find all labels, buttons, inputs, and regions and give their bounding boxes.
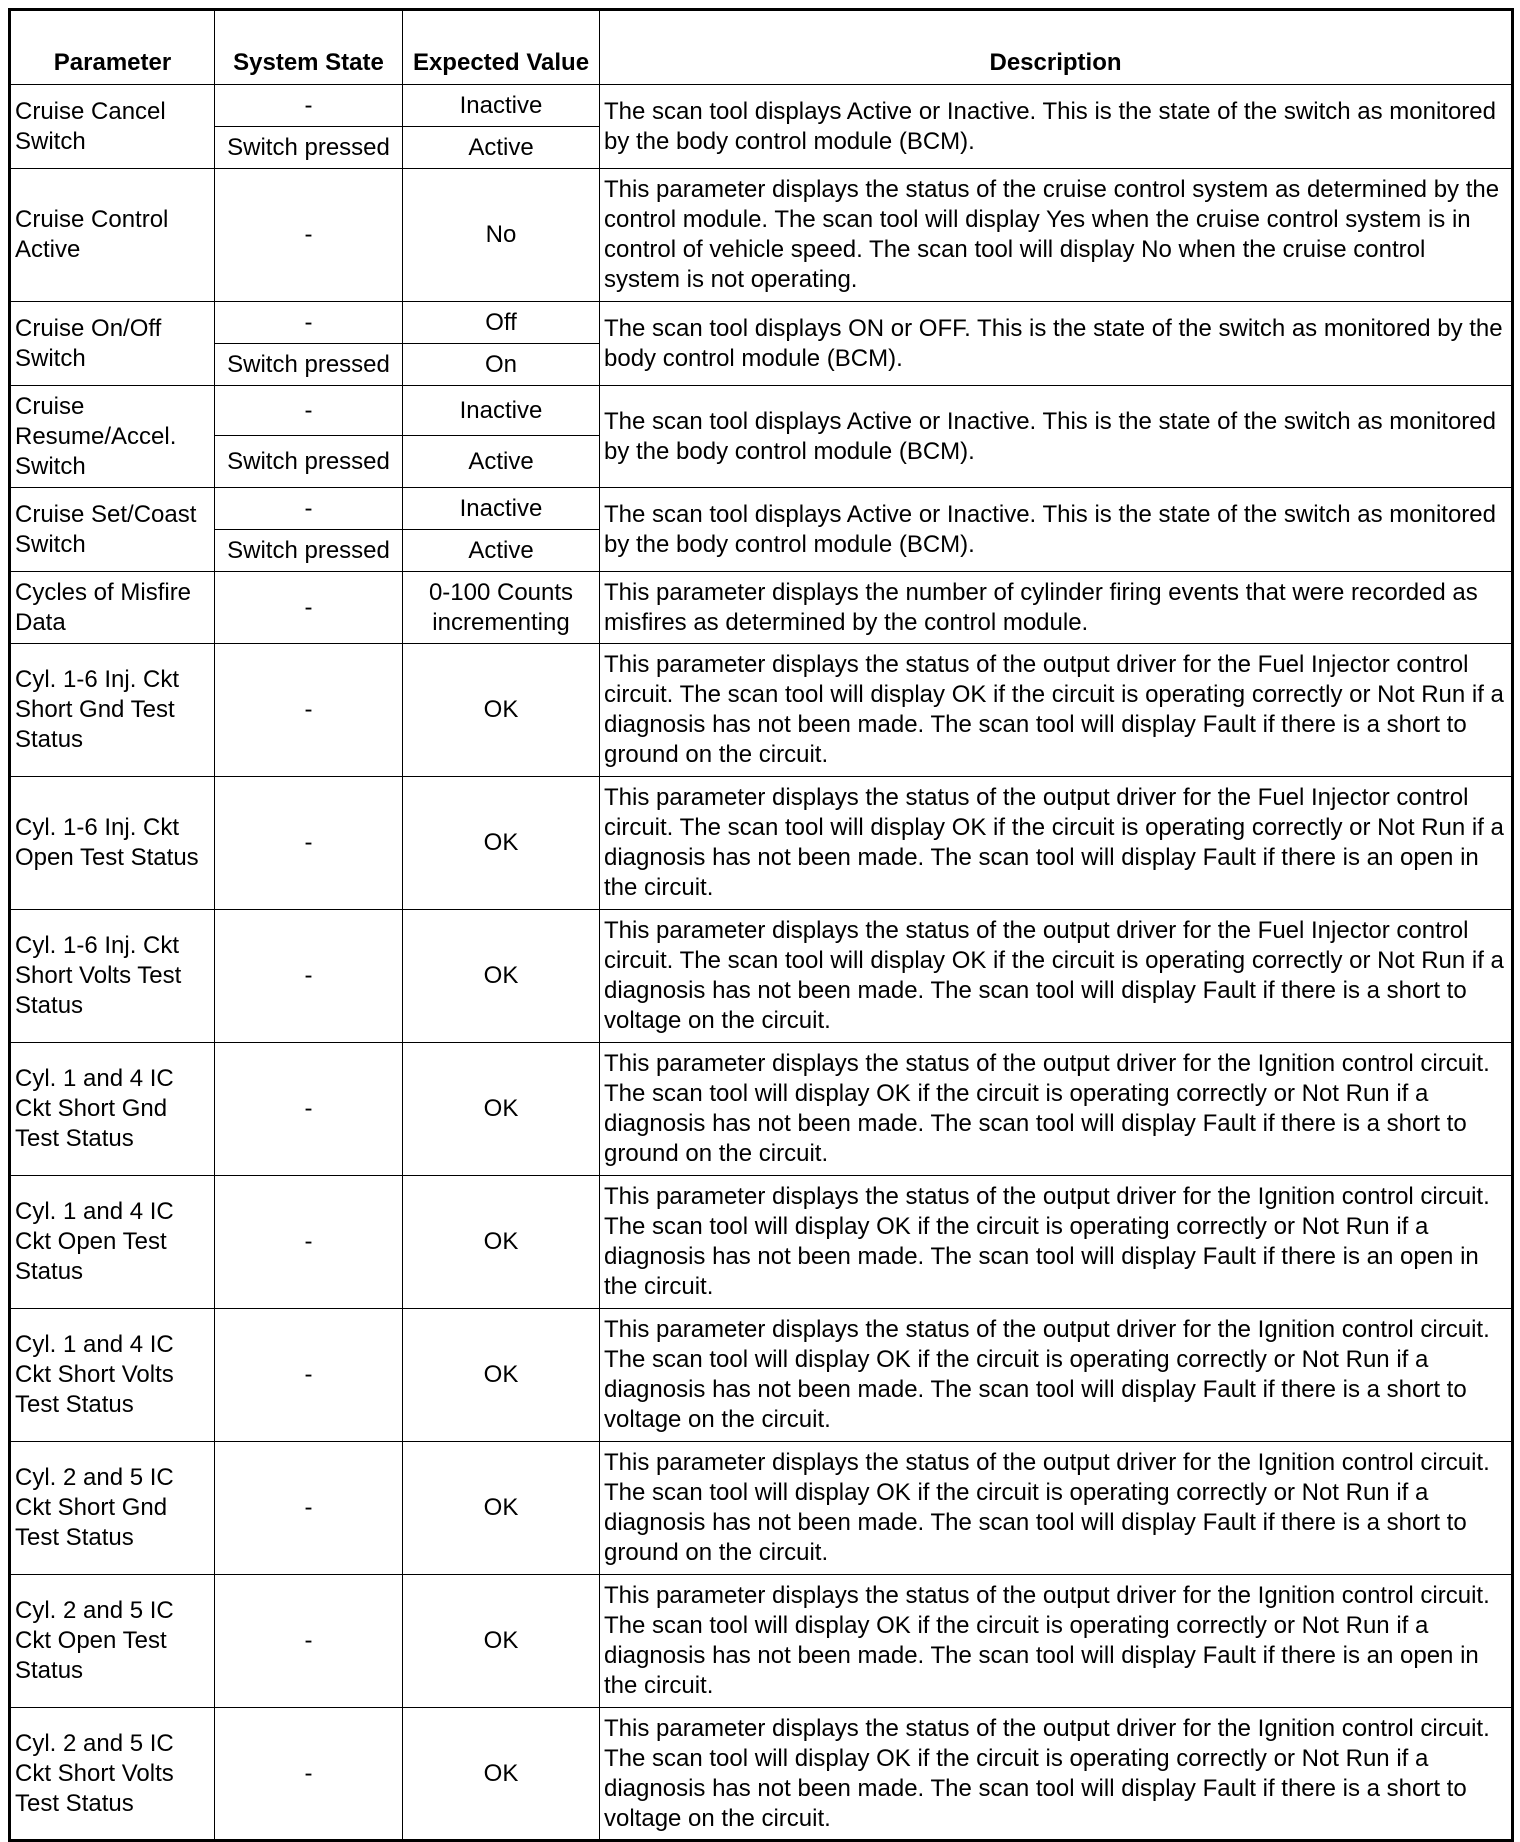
table-row <box>10 910 1513 1043</box>
description-cell: The scan tool displays Active or Inactive. This is the state of the switch as monitored by the body control module (BCM). <box>600 386 1513 488</box>
parameter-cell: Cruise Cancel Switch <box>10 85 215 169</box>
system-state-cell: - <box>215 85 403 127</box>
expected-value-cell: OK <box>403 1575 600 1708</box>
description-cell: This parameter displays the status of the output driver for the Ignition control circuit. The scan tool will display OK if the circuit is operating correctly or Not Run if a diagnosis has not been made. The scan tool will display Fault if there is a short to voltage on the circuit. <box>600 1309 1513 1442</box>
expected-value-cell: Active <box>403 127 600 169</box>
parameter-cell: Cruise Control Active <box>10 169 215 302</box>
description-cell: The scan tool displays Active or Inactive. This is the state of the switch as monitored by the body control module (BCM). <box>600 488 1513 572</box>
table-row <box>10 1176 1513 1309</box>
system-state-cell: - <box>215 572 403 644</box>
header-system-state: System State <box>215 10 403 85</box>
parameter-cell: Cyl. 1 and 4 IC Ckt Open Test Status <box>10 1176 215 1309</box>
expected-value-cell: Inactive <box>403 386 600 436</box>
expected-value-cell: Off <box>403 302 600 344</box>
expected-value-cell: Inactive <box>403 85 600 127</box>
description-cell: This parameter displays the status of the output driver for the Ignition control circuit. The scan tool will display OK if the circuit is operating correctly or Not Run if a diagnosis has not been made. The scan tool will display Fault if there is a short to ground on the circuit. <box>600 1043 1513 1176</box>
parameter-cell: Cyl. 2 and 5 IC Ckt Open Test Status <box>10 1575 215 1708</box>
header-expected-value: Expected Value <box>403 10 600 85</box>
system-state-cell: - <box>215 169 403 302</box>
header-parameter: Parameter <box>10 10 215 85</box>
table-row <box>10 644 1513 777</box>
parameter-cell: Cyl. 1-6 Inj. Ckt Short Volts Test Status <box>10 910 215 1043</box>
expected-value-cell: OK <box>403 1309 600 1442</box>
description-cell: This parameter displays the number of cylinder firing events that were recorded as misfires as determined by the control module. <box>600 572 1513 644</box>
system-state-cell: - <box>215 386 403 436</box>
description-cell: This parameter displays the status of the output driver for the Fuel Injector control circuit. The scan tool will display OK if the circuit is operating correctly or Not Run if a diagnosis has not been made. The scan tool will display Fault if there is an open in the circuit. <box>600 777 1513 910</box>
expected-value-cell: OK <box>403 910 600 1043</box>
expected-value-cell: OK <box>403 777 600 910</box>
system-state-cell: - <box>215 644 403 777</box>
expected-value-cell: Inactive <box>403 488 600 530</box>
expected-value-cell: 0-100 Counts incrementing <box>403 572 600 644</box>
header-description: Description <box>600 10 1513 85</box>
expected-value-cell: OK <box>403 1043 600 1176</box>
parameter-cell: Cruise On/Off Switch <box>10 302 215 386</box>
system-state-cell: - <box>215 910 403 1043</box>
table-body <box>10 85 1513 1841</box>
scan-tool-data-table <box>8 8 1514 1842</box>
description-cell: This parameter displays the status of the output driver for the Ignition control circuit. The scan tool will display OK if the circuit is operating correctly or Not Run if a diagnosis has not been made. The scan tool will display Fault if there is an open in the circuit. <box>600 1575 1513 1708</box>
table-row <box>10 1575 1513 1708</box>
description-cell: This parameter displays the status of the output driver for the Ignition control circuit. The scan tool will display OK if the circuit is operating correctly or Not Run if a diagnosis has not been made. The scan tool will display Fault if there is a short to voltage on the circuit. <box>600 1708 1513 1841</box>
expected-value-cell: OK <box>403 1708 600 1841</box>
expected-value-cell: Active <box>403 436 600 488</box>
description-cell: This parameter displays the status of the output driver for the Fuel Injector control circuit. The scan tool will display OK if the circuit is operating correctly or Not Run if a diagnosis has not been made. The scan tool will display Fault if there is a short to ground on the circuit. <box>600 644 1513 777</box>
description-cell: This parameter displays the status of the output driver for the Ignition control circuit. The scan tool will display OK if the circuit is operating correctly or Not Run if a diagnosis has not been made. The scan tool will display Fault if there is an open in the circuit. <box>600 1176 1513 1309</box>
table-row <box>10 572 1513 644</box>
table-row <box>10 85 1513 127</box>
table-row <box>10 488 1513 530</box>
parameter-cell: Cruise Set/Coast Switch <box>10 488 215 572</box>
parameter-cell: Cyl. 1-6 Inj. Ckt Open Test Status <box>10 777 215 910</box>
description-cell: This parameter displays the status of the output driver for the Fuel Injector control circuit. The scan tool will display OK if the circuit is operating correctly or Not Run if a diagnosis has not been made. The scan tool will display Fault if there is a short to voltage on the circuit. <box>600 910 1513 1043</box>
table-row <box>10 1708 1513 1841</box>
parameter-cell: Cyl. 2 and 5 IC Ckt Short Gnd Test Status <box>10 1442 215 1575</box>
expected-value-cell: Active <box>403 530 600 572</box>
table-row <box>10 1309 1513 1442</box>
system-state-cell: - <box>215 1043 403 1176</box>
system-state-cell: - <box>215 1575 403 1708</box>
parameter-cell: Cyl. 1 and 4 IC Ckt Short Gnd Test Status <box>10 1043 215 1176</box>
description-cell: The scan tool displays Active or Inactive. This is the state of the switch as monitored by the body control module (BCM). <box>600 85 1513 169</box>
system-state-cell: Switch pressed <box>215 530 403 572</box>
table-row <box>10 302 1513 344</box>
system-state-cell: Switch pressed <box>215 344 403 386</box>
table-row <box>10 1043 1513 1176</box>
system-state-cell: - <box>215 1176 403 1309</box>
system-state-cell: - <box>215 1309 403 1442</box>
table-row <box>10 777 1513 910</box>
system-state-cell: Switch pressed <box>215 436 403 488</box>
expected-value-cell: OK <box>403 1176 600 1309</box>
system-state-cell: - <box>215 302 403 344</box>
expected-value-cell: No <box>403 169 600 302</box>
expected-value-cell: On <box>403 344 600 386</box>
system-state-cell: Switch pressed <box>215 127 403 169</box>
system-state-cell: - <box>215 777 403 910</box>
table-row <box>10 1442 1513 1575</box>
expected-value-cell: OK <box>403 1442 600 1575</box>
table-row <box>10 169 1513 302</box>
parameter-cell: Cyl. 1 and 4 IC Ckt Short Volts Test Status <box>10 1309 215 1442</box>
parameter-cell: Cycles of Misfire Data <box>10 572 215 644</box>
system-state-cell: - <box>215 488 403 530</box>
system-state-cell: - <box>215 1708 403 1841</box>
expected-value-cell: OK <box>403 644 600 777</box>
parameter-cell: Cyl. 2 and 5 IC Ckt Short Volts Test Status <box>10 1708 215 1841</box>
table-header-row <box>10 10 1513 85</box>
table-row <box>10 386 1513 436</box>
description-cell: The scan tool displays ON or OFF. This is the state of the switch as monitored by the body control module (BCM). <box>600 302 1513 386</box>
parameter-cell: Cyl. 1-6 Inj. Ckt Short Gnd Test Status <box>10 644 215 777</box>
description-cell: This parameter displays the status of the cruise control system as determined by the control module. The scan tool will display Yes when the cruise control system is in control of vehicle speed. The scan tool will display No when the cruise control system is not operating. <box>600 169 1513 302</box>
system-state-cell: - <box>215 1442 403 1575</box>
description-cell: This parameter displays the status of the output driver for the Ignition control circuit. The scan tool will display OK if the circuit is operating correctly or Not Run if a diagnosis has not been made. The scan tool will display Fault if there is a short to ground on the circuit. <box>600 1442 1513 1575</box>
parameter-cell: Cruise Resume/Accel. Switch <box>10 386 215 488</box>
